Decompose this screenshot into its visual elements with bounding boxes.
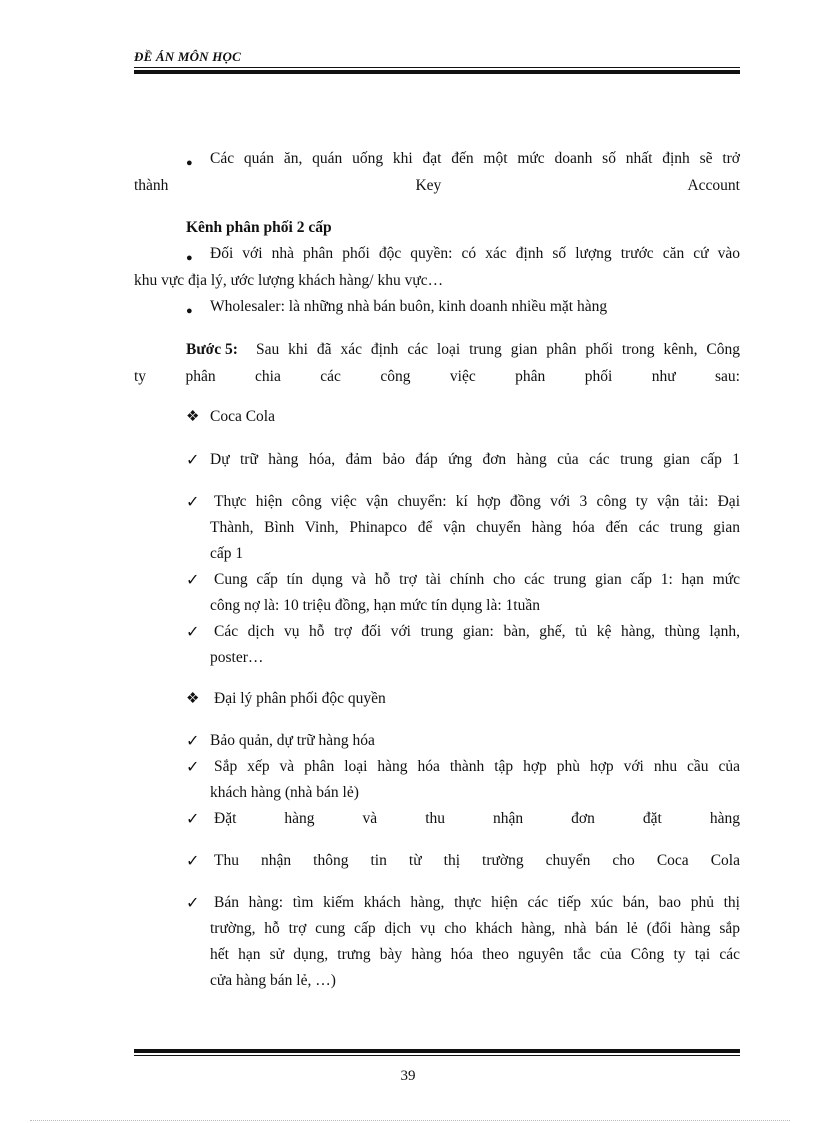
coca-item2-line2: Thành, Bình Vinh, Phinapco để vận chuyển hàng hóa đến các trung gian [210, 519, 740, 536]
page-number: 39 [400, 1068, 416, 1084]
coca-cola-heading: Coca Cola [210, 408, 275, 425]
checkmark-icon: ✓ [186, 895, 200, 912]
coca-item3-line1: Cung cấp tín dụng và hỗ trợ tài chính cho các trung gian cấp 1: hạn mức [214, 571, 740, 588]
agency-item3-line1: Đặt hàng và thu nhận đơn đặt hàng [214, 810, 740, 827]
step5-label: Bước 5: [186, 341, 238, 358]
agency-item5-line1: Bán hàng: tìm kiếm khách hàng, thực hiện các tiếp xúc bán, bao phủ thị [214, 894, 740, 911]
checkmark-icon: ✓ [186, 759, 200, 776]
page-bottom-dotted-line [30, 1120, 790, 1121]
diamond-bullet-icon: ❖ [186, 409, 200, 425]
section2-bullet2: Wholesaler: là những nhà bán buôn, kinh doanh nhiều mặt hàng [210, 298, 608, 315]
bullet-dot-icon: ● [186, 305, 193, 317]
bullet-dot-icon: ● [186, 252, 193, 264]
agency-item4-line1: Thu nhận thông tin từ thị trường chuyển cho Coca Cola [214, 852, 740, 869]
intro-bullet-line2: thành Key Account [134, 177, 740, 194]
agency-heading: Đại lý phân phối độc quyền [214, 690, 386, 707]
bullet-dot-icon: ● [186, 157, 193, 169]
coca-item1-line1: Dự trữ hàng hóa, đảm bảo đáp ứng đơn hàng của các trung gian cấp 1 [210, 451, 740, 468]
header-rule-thin [134, 67, 740, 68]
agency-item5-line3: hết hạn sử dụng, trưng bày hàng hóa theo nguyên tắc của Công ty tại các [210, 946, 740, 963]
agency-item2-line1: Sắp xếp và phân loại hàng hóa thành tập hợp phù hợp với nhu cầu của [214, 758, 740, 775]
header-rule-thick [134, 70, 740, 74]
section2-bullet1-line1: Đối với nhà phân phối độc quyền: có xác định số lượng trước căn cứ vào [210, 245, 740, 262]
checkmark-icon: ✓ [186, 624, 200, 641]
checkmark-icon: ✓ [186, 572, 200, 589]
coca-item2-line3: cấp 1 [210, 545, 244, 562]
coca-item3-line2: công nợ là: 10 triệu đồng, hạn mức tín dụng là: 1tuần [210, 597, 540, 614]
coca-item4-line2: poster… [210, 649, 264, 666]
footer-rule-thick [134, 1049, 740, 1053]
agency-item5-line4: cửa hàng bán lẻ, …) [210, 972, 336, 989]
coca-item4-line1: Các dịch vụ hỗ trợ đối với trung gian: bàn, ghế, tủ kệ hàng, thùng lạnh, [214, 623, 740, 640]
section-heading-two-level-channel: Kênh phân phối 2 cấp [186, 219, 332, 236]
page-header-title: ĐỀ ÁN MÔN HỌC [134, 49, 241, 64]
step5-line1: Sau khi đã xác định các loại trung gian phân phối trong kênh, Công [256, 341, 740, 358]
footer-rule-thin [134, 1055, 740, 1056]
intro-bullet-line1: Các quán ăn, quán uống khi đạt đến một mức doanh số nhất định sẽ trở [210, 150, 740, 167]
coca-item2-line1: Thực hiện công việc vận chuyển: kí hợp đồng với 3 công ty vận tải: Đại [214, 493, 740, 510]
checkmark-icon: ✓ [186, 853, 200, 870]
step5-line2: ty phân chia các công việc phân phối như sau: [134, 368, 740, 385]
agency-item2-line2: khách hàng (nhà bán lẻ) [210, 784, 359, 801]
checkmark-icon: ✓ [186, 733, 200, 750]
section2-bullet1-line2: khu vực địa lý, ước lượng khách hàng/ khu vực… [134, 272, 444, 289]
agency-item1-line1: Bảo quản, dự trữ hàng hóa [210, 732, 375, 749]
checkmark-icon: ✓ [186, 494, 200, 511]
checkmark-icon: ✓ [186, 452, 200, 469]
checkmark-icon: ✓ [186, 811, 200, 828]
agency-item5-line2: trường, hỗ trợ cung cấp dịch vụ cho khách hàng, nhà bán lẻ (đổi hàng sắp [210, 920, 740, 937]
diamond-bullet-icon: ❖ [186, 691, 200, 707]
